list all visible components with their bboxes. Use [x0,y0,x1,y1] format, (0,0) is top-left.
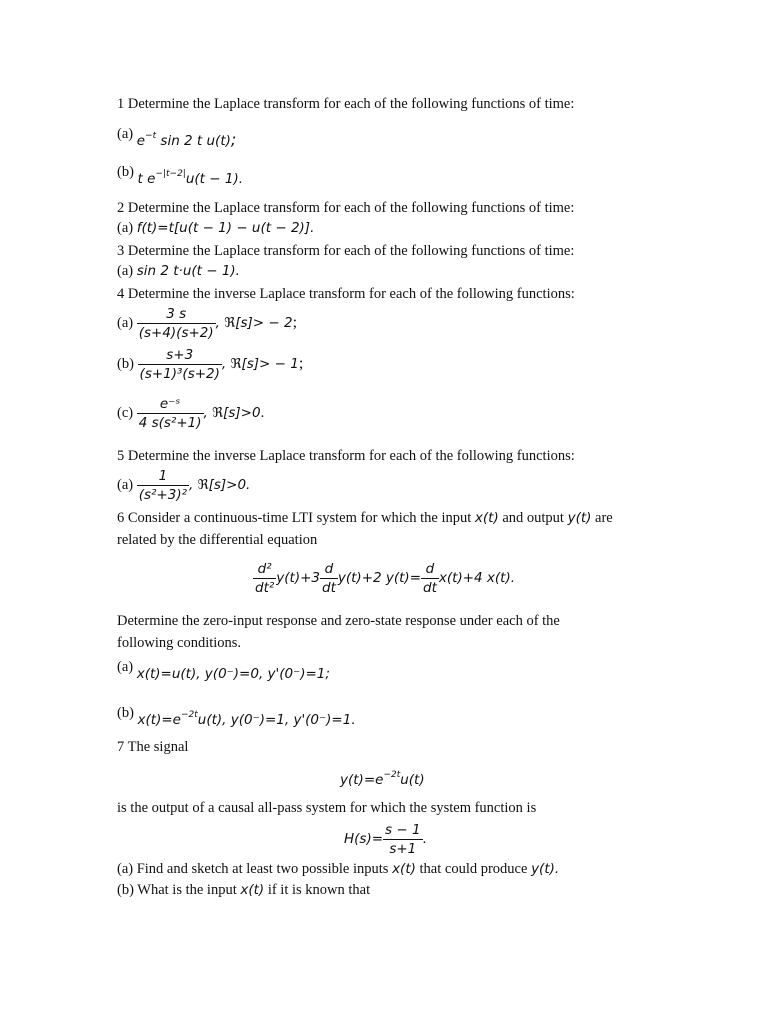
q4-c-fraction [137,395,204,432]
q4-prompt: 4 Determine the inverse Laplace transform for each of the following functions: [117,286,575,302]
q4-c-roc: , ℜ[s]>0 [203,404,261,421]
q5-a [117,467,250,504]
q7-b: (b) What is the input x(t) if it is known that [117,882,371,898]
q5-a-den: (s²+3)² [138,487,188,503]
q7-a: (a) Find and sketch at least two possible inputs x(t) that could produce y(t). [117,861,560,877]
q4-b-label: (b) [117,355,134,372]
q3-a-label: (a) [117,263,134,279]
q4-a-roc: , ℜ[s]> − 2 [215,314,293,331]
q4-c [117,395,264,432]
q4-a-den: (s+4)(s+2) [138,325,214,341]
q3-a [117,262,240,280]
q5-a-fraction [137,467,189,504]
q7-signal-equation: $y(t)=e^{-2t}u(t)$ [340,770,425,788]
q6-prompt-line2: related by the differential equation [117,532,318,548]
q4-b-num: s+3 [166,347,194,363]
q1-b-label: (b) [117,164,134,180]
q4-b-end: ; [298,354,304,372]
q6-output-symbol: y(t) [567,510,592,526]
q2-a-expr: f(t)=t[u(t − 1) − u(t − 2)]. [136,220,315,236]
q6-b [117,699,356,728]
q1-a-label: (a) [117,126,134,142]
q2-a-label: (a) [117,220,134,236]
q4-c-end: . [260,404,265,421]
q1-a [117,120,237,149]
q7-prompt: 7 The signal [117,739,189,755]
q5-a-roc: , ℜ[s]>0. [189,476,251,493]
q6-a [117,658,330,682]
q4-c-den: 4 s(s²+1) [138,415,202,431]
q4-a-label: (a) [117,314,134,331]
q4-b [117,346,303,383]
q4-c-num: e⁻ˢ [159,396,181,412]
q4-c-label: (c) [117,404,134,421]
q6-differential-equation: $\frac{\text{d²}}{\text{dt²}}$ y(t)+3 $\frac{d}{dt}$ y(t)+2 y(t)= $\frac{d}{dt}$ x(t)+4 x(t). [255,561,516,596]
q7-line2: is the output of a causal all-pass system for which the system function is [117,800,537,816]
q1-b [117,158,244,187]
q6-para-line1: Determine the zero-input response and zero-state response under each of the [117,613,560,629]
q6-a-expr: x(t)=u(t), y(0⁻)=0, y'(0⁻)=1; [136,666,330,682]
q2-prompt: 2 Determine the Laplace transform for each of the following functions of time: [117,200,575,216]
q6-para-line2: following conditions. [117,635,242,651]
q3-prompt: 3 Determine the Laplace transform for each of the following functions of time: [117,243,575,259]
q5-prompt: 5 Determine the inverse Laplace transform for each of the following functions: [117,448,575,464]
q1-b-expr: t $e^{-|t-2|}u(t - 1)$. [137,169,244,187]
q5-a-num: 1 [158,468,168,484]
q6-input-symbol: x(t) [474,510,499,526]
q7-system-function: H(s)= $\frac{s - 1}{s+1}$ . [344,822,427,857]
q4-a [117,305,297,342]
q6-b-label: (b) [117,705,134,721]
q4-b-den: (s+1)³(s+2) [139,366,220,382]
q1-a-expr: $e^{-t}$ sin 2 t u(t); [136,130,237,149]
q4-a-num: 3 s [166,306,187,322]
q2-a [117,219,314,237]
q3-a-expr: sin 2 t·u(t − 1). [136,263,240,279]
q4-b-fraction [138,346,222,383]
q6-prompt-line1: 6 Consider a continuous-time LTI system for which the input x(t) and output y(t) are [117,510,613,526]
q5-a-label: (a) [117,476,134,493]
q4-a-end: ; [292,313,298,331]
q1-prompt: 1 Determine the Laplace transform for each of the following functions of time: [117,96,575,112]
q6-a-label: (a) [117,659,134,675]
q6-b-expr: $x(t)=e^{-2t}u(t)$, y(0⁻)=1, y'(0⁻)=1. [137,710,356,728]
q4-b-roc: , ℜ[s]> − 1 [221,355,299,372]
q4-a-fraction [137,305,216,342]
